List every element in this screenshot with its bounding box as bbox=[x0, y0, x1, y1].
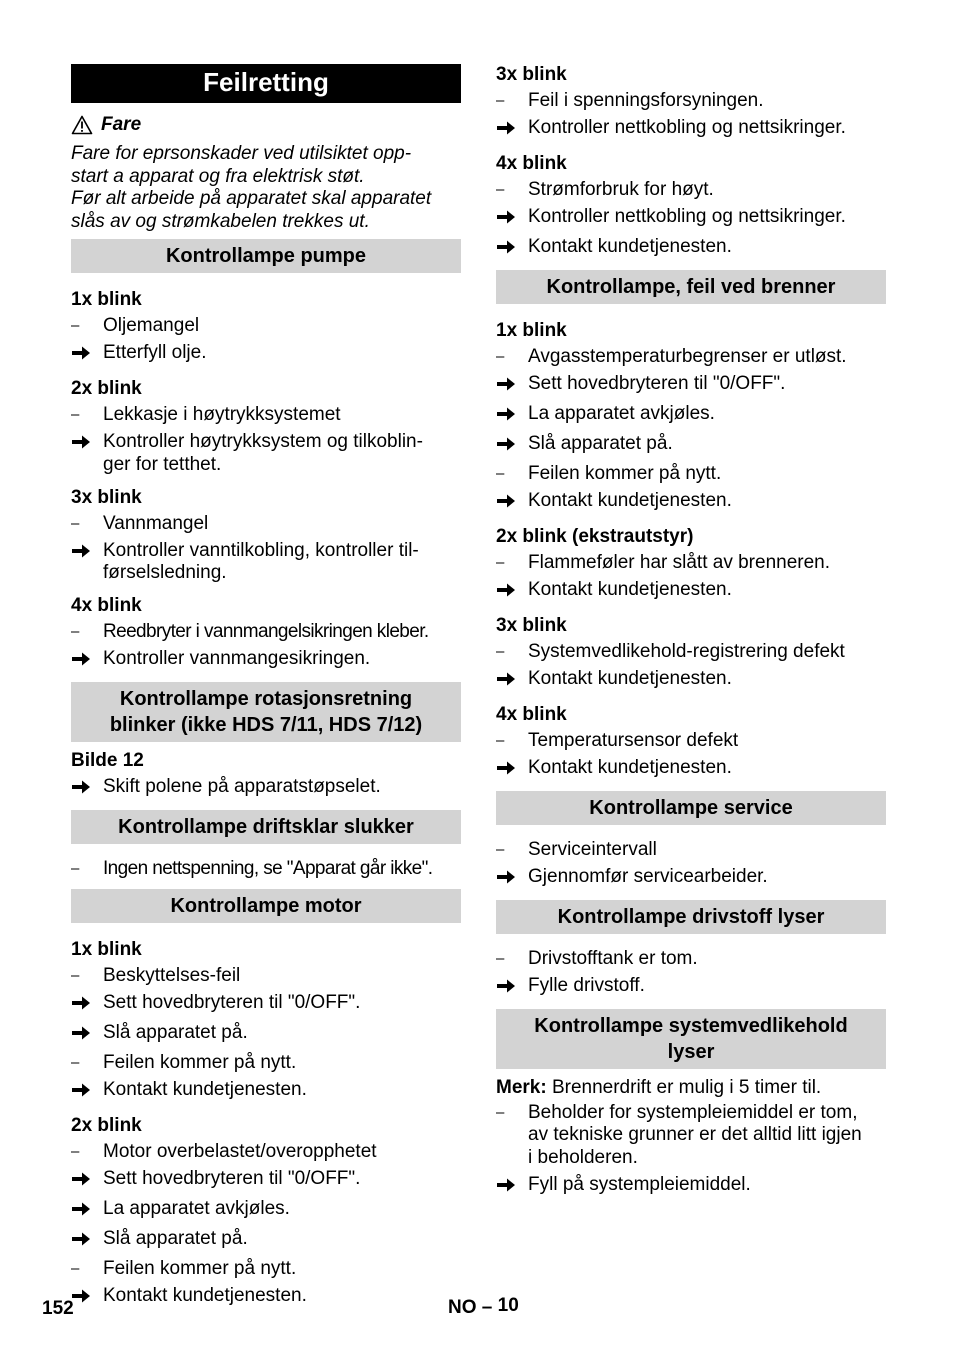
cause-item bbox=[496, 837, 886, 864]
blink-subheading: 3x blink bbox=[496, 615, 567, 636]
action-item bbox=[71, 429, 461, 479]
section-block bbox=[71, 289, 461, 676]
item-text: Slå apparatet på. bbox=[528, 433, 673, 454]
blink-subheading: Bilde 12 bbox=[71, 750, 144, 771]
action-item bbox=[496, 577, 886, 607]
item-text: Vannmangel bbox=[103, 512, 209, 534]
arrow-right-icon bbox=[496, 978, 516, 994]
section-block bbox=[496, 64, 886, 264]
action-item bbox=[496, 204, 886, 234]
item-text: Kontroller høytrykksystem og tilkoblin- ger for tetthet. bbox=[103, 431, 423, 475]
arrow-right-icon bbox=[71, 651, 91, 667]
item-text: Oljemangel bbox=[103, 315, 200, 336]
arrow-marker bbox=[496, 757, 528, 783]
item-text: Kontroller nettkobling og nettsikringer. bbox=[528, 206, 846, 227]
dash-marker: – bbox=[71, 967, 80, 984]
warning-line: start a apparat og fra elektrisk støt. bbox=[71, 165, 365, 187]
item-text: Flammeføler har slått av brenneren. bbox=[528, 552, 831, 573]
warning-label: Fare bbox=[101, 114, 142, 135]
cause-item bbox=[71, 511, 461, 538]
action-item bbox=[496, 488, 886, 518]
item-text: Sett hovedbryteren til "0/OFF". bbox=[103, 992, 361, 1013]
section-heading: Kontrollampe service bbox=[496, 791, 886, 825]
dash-marker: – bbox=[496, 841, 505, 858]
arrow-right-icon bbox=[71, 345, 91, 361]
note-label: Merk: bbox=[496, 1077, 547, 1098]
arrow-right-icon bbox=[496, 869, 516, 885]
note-body: Brennerdrift er mulig i 5 timer til. bbox=[546, 1077, 822, 1098]
arrow-right-icon bbox=[71, 995, 91, 1011]
item-text: Motor overbelastet/overopphetet bbox=[103, 1141, 377, 1162]
arrow-right-icon bbox=[496, 671, 516, 687]
blink-subheading: 1x blink bbox=[496, 320, 567, 341]
section-heading: Kontrollampe systemvedlikehold lyser bbox=[496, 1009, 886, 1069]
cause-item bbox=[496, 550, 886, 577]
action-item bbox=[71, 774, 461, 804]
arrow-marker bbox=[71, 342, 103, 368]
item-text: Kontakt kundetjenesten. bbox=[528, 579, 732, 600]
action-item bbox=[71, 1283, 461, 1313]
section-heading: Kontrollampe drivstoff lyser bbox=[496, 900, 886, 934]
left-sections bbox=[71, 239, 461, 1313]
action-item bbox=[496, 234, 886, 264]
dash-marker: – bbox=[71, 317, 80, 334]
arrow-right-icon bbox=[496, 760, 516, 776]
arrow-right-icon bbox=[496, 493, 516, 509]
cause-item bbox=[496, 88, 886, 115]
warning-line: Fare for eprsonskader ved utilsiktet opp- bbox=[71, 143, 412, 164]
dash-marker: – bbox=[496, 643, 505, 660]
item-text: Strømforbruk for høyt. bbox=[528, 179, 714, 200]
arrow-right-icon bbox=[71, 1231, 91, 1247]
arrow-marker bbox=[496, 579, 528, 605]
arrow-right-icon bbox=[71, 779, 91, 795]
blink-subheading: 4x blink bbox=[496, 704, 567, 725]
section-heading: Kontrollampe rotasjonsretning blinker (ikke HDS 7/11, HDS 7/12) bbox=[71, 682, 461, 742]
dash-marker: – bbox=[496, 554, 505, 571]
dash-marker: – bbox=[496, 465, 505, 482]
cause-item bbox=[71, 856, 461, 883]
arrow-right-icon bbox=[496, 209, 516, 225]
item-text: Feilen kommer på nytt. bbox=[103, 1258, 297, 1279]
arrow-right-icon bbox=[496, 582, 516, 598]
arrow-marker bbox=[71, 1198, 103, 1224]
blink-subheading: 2x blink bbox=[71, 378, 142, 399]
arrow-marker bbox=[71, 1168, 103, 1194]
dash-marker: – bbox=[496, 92, 505, 109]
item-text: Sett hovedbryteren til "0/OFF". bbox=[528, 373, 786, 394]
cause-item bbox=[496, 461, 886, 488]
section-heading: Kontrollampe driftsklar slukker bbox=[71, 810, 461, 844]
blink-subheading: 2x blink bbox=[71, 1115, 142, 1136]
action-item bbox=[71, 340, 461, 370]
arrow-marker bbox=[71, 776, 103, 802]
item-text: Feil i spenningsforsyningen. bbox=[528, 90, 764, 111]
item-text: Kontakt kundetjenesten. bbox=[528, 236, 732, 257]
item-text: Feilen kommer på nytt. bbox=[528, 463, 722, 484]
dash-marker: – bbox=[496, 1103, 505, 1121]
arrow-marker bbox=[496, 117, 528, 143]
arrow-right-icon bbox=[496, 406, 516, 422]
arrow-right-icon bbox=[496, 120, 516, 136]
cause-item bbox=[71, 313, 461, 340]
footer-sep: – bbox=[476, 1297, 498, 1318]
cause-item bbox=[71, 963, 461, 990]
section-heading: Kontrollampe, feil ved brenner bbox=[496, 270, 886, 304]
arrow-marker bbox=[496, 866, 528, 892]
footer-subpage: 10 bbox=[497, 1295, 519, 1316]
right-column bbox=[496, 64, 886, 1202]
warning-triangle-icon bbox=[71, 115, 93, 135]
arrow-marker bbox=[496, 433, 528, 459]
action-item bbox=[71, 646, 461, 676]
arrow-marker bbox=[71, 1228, 103, 1254]
blink-subheading: 3x blink bbox=[496, 64, 567, 85]
page-title: Feilretting bbox=[71, 64, 461, 103]
arrow-right-icon bbox=[496, 436, 516, 452]
item-text: Slå apparatet på. bbox=[103, 1022, 248, 1043]
item-text: Drivstofftank er tom. bbox=[528, 948, 698, 969]
item-text: Reedbryter i vannmangelsikringen kleber. bbox=[103, 621, 429, 642]
arrow-right-icon bbox=[496, 1177, 516, 1193]
dash-marker: – bbox=[496, 732, 505, 749]
item-text: Lekkasje i høytrykksystemet bbox=[103, 404, 341, 425]
item-text: La apparatet avkjøles. bbox=[103, 1198, 290, 1219]
page-number: 152 bbox=[42, 1298, 74, 1319]
arrow-right-icon bbox=[496, 376, 516, 392]
note-text bbox=[496, 1077, 886, 1100]
dash-marker: – bbox=[496, 950, 505, 967]
item-text: Serviceintervall bbox=[528, 839, 657, 860]
item-text: Etterfyll olje. bbox=[103, 342, 207, 363]
cause-item bbox=[496, 344, 886, 371]
item-text: Fyll på systempleiemiddel. bbox=[528, 1173, 751, 1195]
item-text: Beskyttelses-feil bbox=[103, 965, 241, 986]
arrow-marker bbox=[496, 668, 528, 694]
action-item bbox=[496, 973, 886, 1003]
arrow-right-icon bbox=[71, 1171, 91, 1187]
action-item bbox=[71, 1020, 461, 1050]
item-text: Avgasstemperaturbegrenser er utløst. bbox=[528, 346, 847, 367]
arrow-marker bbox=[496, 403, 528, 429]
cause-item bbox=[71, 1256, 461, 1283]
dash-marker: – bbox=[71, 1054, 80, 1071]
warning-heading bbox=[71, 112, 461, 138]
arrow-right-icon bbox=[71, 434, 91, 450]
item-text: Kontroller vanntilkobling, kontroller til- førselsledning. bbox=[103, 539, 419, 583]
action-item bbox=[71, 1226, 461, 1256]
item-text: Temperatursensor defekt bbox=[528, 730, 739, 751]
cause-item bbox=[496, 1100, 886, 1172]
blink-subheading: 2x blink (ekstrautstyr) bbox=[496, 526, 694, 547]
right-intro bbox=[496, 64, 886, 264]
section-block bbox=[496, 320, 886, 785]
arrow-marker bbox=[71, 1079, 103, 1105]
item-text: La apparatet avkjøles. bbox=[528, 403, 715, 424]
section-block bbox=[71, 856, 461, 883]
action-item bbox=[496, 755, 886, 785]
item-text: Kontroller vannmangesikringen. bbox=[103, 648, 371, 669]
warning-text bbox=[71, 143, 461, 233]
cause-item bbox=[71, 619, 461, 646]
item-text: Kontakt kundetjenesten. bbox=[528, 757, 732, 778]
action-item bbox=[496, 401, 886, 431]
item-text: Sett hovedbryteren til "0/OFF". bbox=[103, 1168, 361, 1189]
blink-subheading: 4x blink bbox=[71, 595, 142, 616]
cause-item bbox=[496, 728, 886, 755]
item-text: Slå apparatet på. bbox=[103, 1228, 248, 1249]
arrow-marker bbox=[71, 431, 103, 476]
action-item bbox=[71, 1166, 461, 1196]
action-item bbox=[496, 371, 886, 401]
action-item bbox=[496, 864, 886, 894]
arrow-marker bbox=[71, 540, 103, 585]
action-item bbox=[71, 990, 461, 1020]
arrow-marker bbox=[496, 1174, 528, 1200]
item-text: Beholder for systempleiemiddel er tom, av tekniske grunner er det alltid litt igjen i beholderen. bbox=[528, 1101, 862, 1168]
item-text: Kontakt kundetjenesten. bbox=[528, 490, 732, 511]
cause-item bbox=[496, 946, 886, 973]
dash-marker: – bbox=[71, 1260, 80, 1277]
blink-subheading: 1x blink bbox=[71, 939, 142, 960]
action-item bbox=[71, 1196, 461, 1226]
right-sections bbox=[496, 270, 886, 1202]
blink-subheading: 4x blink bbox=[496, 153, 567, 174]
arrow-marker bbox=[496, 236, 528, 262]
item-text: Kontroller nettkobling og nettsikringer. bbox=[528, 117, 846, 138]
arrow-marker bbox=[71, 1285, 103, 1311]
item-text: Systemvedlikehold-registrering defekt bbox=[528, 641, 845, 662]
arrow-right-icon bbox=[71, 1288, 91, 1304]
item-text: Fylle drivstoff. bbox=[528, 975, 645, 996]
arrow-right-icon bbox=[71, 543, 91, 559]
cause-item bbox=[71, 1139, 461, 1166]
item-text: Ingen nettspenning, se "Apparat går ikke". bbox=[103, 858, 433, 879]
item-text: Kontakt kundetjenesten. bbox=[103, 1079, 307, 1100]
cause-item bbox=[496, 177, 886, 204]
item-text: Feilen kommer på nytt. bbox=[103, 1052, 297, 1073]
dash-marker: – bbox=[71, 1143, 80, 1160]
section-heading: Kontrollampe motor bbox=[71, 889, 461, 923]
item-text: Skift polene på apparatstøpselet. bbox=[103, 776, 381, 797]
blink-subheading: 3x blink bbox=[71, 486, 142, 508]
dash-marker: – bbox=[71, 514, 80, 532]
left-column bbox=[71, 64, 461, 1313]
warning-line: slås av og strømkabelen trekkes ut. bbox=[71, 210, 370, 232]
dash-marker: – bbox=[71, 623, 80, 640]
action-item bbox=[496, 1172, 886, 1202]
action-item bbox=[71, 538, 461, 588]
item-text: Gjennomfør servicearbeider. bbox=[528, 866, 768, 887]
section-block bbox=[71, 750, 461, 804]
action-item bbox=[71, 1077, 461, 1107]
dash-marker: – bbox=[71, 406, 80, 423]
section-heading: Kontrollampe pumpe bbox=[71, 239, 461, 273]
arrow-right-icon bbox=[71, 1082, 91, 1098]
section-block bbox=[496, 837, 886, 894]
action-item bbox=[496, 431, 886, 461]
section-block bbox=[496, 1100, 886, 1202]
action-item bbox=[496, 666, 886, 696]
page-footer-code bbox=[448, 1297, 519, 1319]
dash-marker: – bbox=[496, 181, 505, 198]
arrow-marker bbox=[496, 373, 528, 399]
cause-item bbox=[71, 1050, 461, 1077]
item-text: Kontakt kundetjenesten. bbox=[103, 1285, 307, 1306]
action-item bbox=[496, 115, 886, 145]
dash-marker: – bbox=[71, 860, 80, 877]
warning-line: Før alt arbeide på apparatet skal apparatet bbox=[71, 188, 432, 209]
section-block bbox=[71, 939, 461, 1313]
cause-item bbox=[496, 639, 886, 666]
cause-item bbox=[71, 402, 461, 429]
item-text: Kontakt kundetjenesten. bbox=[528, 668, 732, 689]
arrow-right-icon bbox=[71, 1201, 91, 1217]
section-block bbox=[496, 946, 886, 1003]
arrow-right-icon bbox=[496, 239, 516, 255]
footer-lang: NO bbox=[448, 1297, 477, 1318]
arrow-right-icon bbox=[71, 1025, 91, 1041]
arrow-marker bbox=[496, 490, 528, 516]
arrow-marker bbox=[496, 975, 528, 1001]
arrow-marker bbox=[496, 206, 528, 232]
arrow-marker bbox=[71, 992, 103, 1018]
arrow-marker bbox=[71, 648, 103, 674]
arrow-marker bbox=[71, 1022, 103, 1048]
blink-subheading: 1x blink bbox=[71, 289, 142, 310]
dash-marker: – bbox=[496, 348, 505, 365]
